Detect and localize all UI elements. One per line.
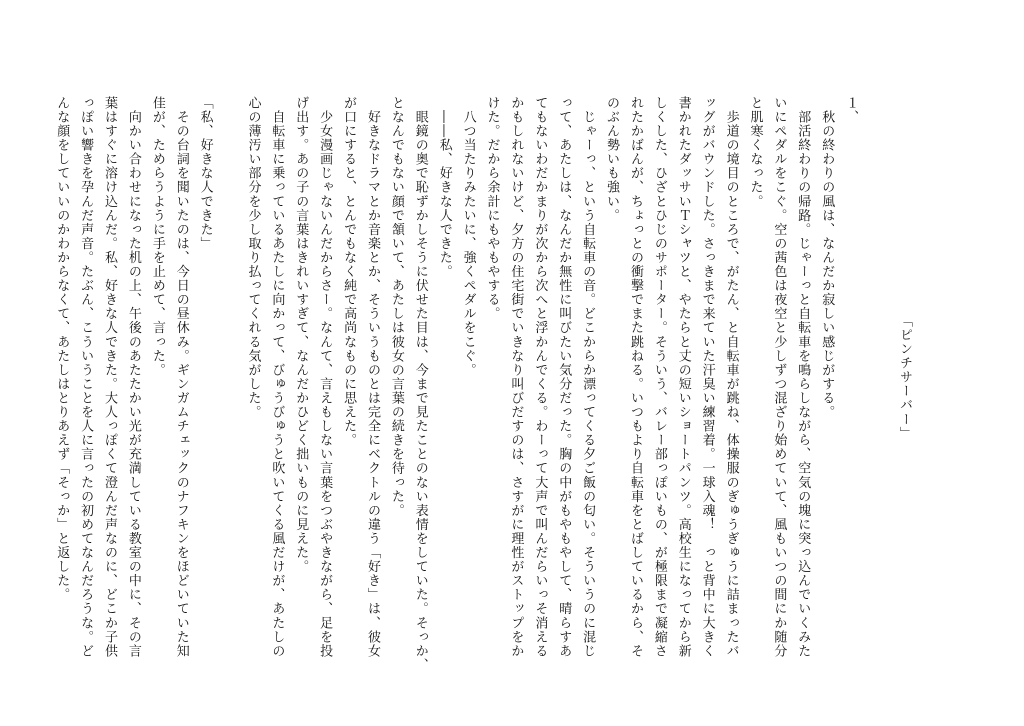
blank-line: [217, 96, 241, 616]
vertical-manuscript: [49, 96, 916, 673]
text-line: 書かれたダッサいＴシャツと、やたらと丈の短いショートパンツ。高校生になってから新: [675, 96, 691, 658]
text-line: 好きなドラマとか音楽とか、そういうものとは完全にベクトルの違う「好き」は、彼女: [364, 96, 380, 658]
text-line: のぶん勢いも強い。: [604, 96, 620, 223]
text-line: 八つ当たりみたいに、強くペダルをこぐ。: [460, 96, 476, 377]
text-line: って、あたしは、なんだか無性に叫びたい気分だった。胸の中がもやもやして、晴らすあ: [556, 96, 572, 658]
chapter-number: １、: [843, 96, 859, 125]
text-line: てもないわだかまりが次から次へと浮かんでくる。わーって大声で叫んだらいっそ消える: [532, 96, 548, 658]
text-line: 眼鏡の奥で恥ずかしそうに伏せた目は、今まで見たことのない表情をしていた。そっか、: [412, 96, 428, 673]
text-line: 佳が、ためらうように手を止めて、言った。: [149, 96, 165, 377]
text-line: 「私、好きな人できた」: [197, 96, 213, 251]
text-line: 部活終わりの帰路。じゃーっと自転車を鳴らしながら、空気の塊に突っ込んでいくみた: [795, 96, 811, 658]
text-line: んな顔をしていいのかわからなくて、あたしはとりあえず「そっか」と返した。: [54, 96, 70, 602]
text-line: 歩道の境目のところで、がたん、と自転車が跳ね、体操服のぎゅうぎゅうに詰まったバ: [723, 96, 739, 658]
text-line: 向かい合わせになった机の上、午後のあたたかい光が充満している教室の中に、その言: [125, 96, 141, 658]
text-line: げ出す。あの子の言葉はきれいすぎて、なんだかひどく拙いものに見えた。: [293, 96, 309, 574]
text-line: となんでもない顔で頷いて、あたしは彼女の言葉の続きを待った。: [388, 96, 404, 518]
text-line: が口にすると、とんでもなく純で高尚なものに思えた。: [341, 96, 357, 448]
text-line: 葉はすぐに溶け込んだ。私、好きな人できた。大人っぽくて澄んだ声なのに、どこか子供: [102, 96, 117, 658]
text-line: 秋の終わりの風は、なんだか寂しい感じがする。: [819, 96, 835, 420]
text-line: かもしれないけど、夕方の住宅街でいきなり叫びだすのは、さすがに理性がストップをか: [508, 96, 524, 658]
text-line: れたかばんが、ちょっとの衝撃でまた跳ねる。いつもより自転車をとばしているから、そ: [627, 96, 643, 658]
text-line: っぽい響きを孕んだ声音。たぶん、こういうことを人に言ったの初めてなんだろうな。ど: [78, 96, 94, 658]
text-line: 少女漫画じゃないんだからさー。なんて、言えもしない言葉をつぶやきながら、足を投: [317, 96, 333, 658]
document-title: 「ピンチサーバー」: [897, 314, 912, 441]
text-line: ――私、好きな人できた。: [436, 96, 452, 279]
text-line: と肌寒くなった。: [747, 96, 763, 209]
text-line: 心の薄汚い部分を少し取り払ってくれる気がした。: [245, 96, 261, 420]
text-line: その台詞を聞いたのは、今日の昼休み。ギンガムチェックのナフキンをほどいていた知: [173, 96, 189, 658]
text-line: 自転車に乗っているあたしに向かって、びゅうびゅうと吹いてくる風だけが、あたしの: [269, 96, 285, 658]
text-line: いにペダルをこぐ。空の茜色は夜空と少しずつ混ざり始めていて、風もいつの間にか随分: [771, 96, 787, 658]
text-line: しくした、ひざとひじのサポーター。そういう、バレー部っぽいもの、が極限まで凝縮さ: [651, 96, 667, 658]
text-line: じゃーっ、という自転車の音。どこからか漂ってくる夕ご飯の匂い。そういうのに混じ: [580, 96, 596, 658]
text-line: ッグがバウンドした。さっきまで来ていた汗臭い練習着。一球入魂！ っと背中に大きく: [699, 96, 715, 658]
text-line: けた。だから余計にもやもやする。: [484, 96, 500, 321]
